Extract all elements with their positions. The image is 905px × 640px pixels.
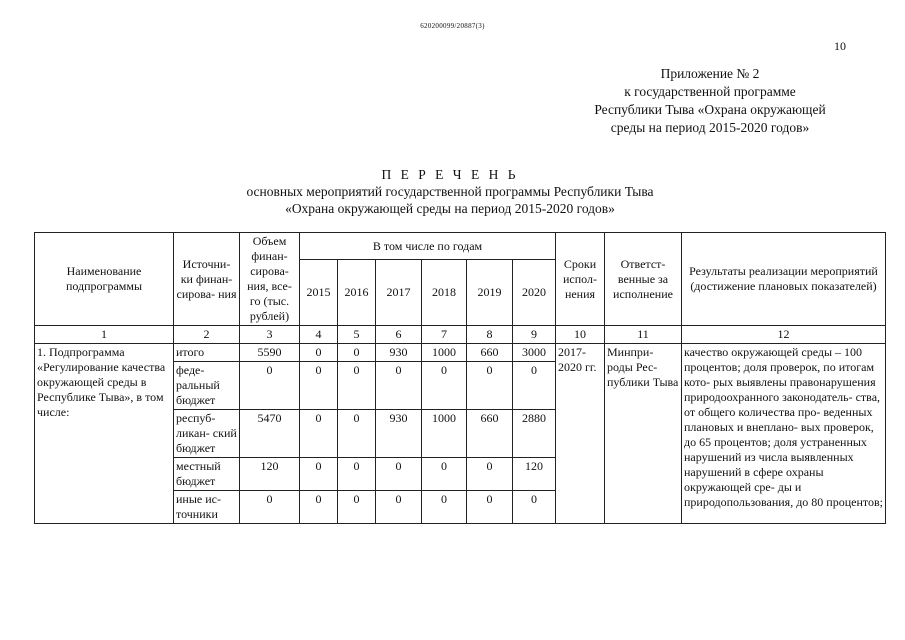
year-cell: 0: [338, 362, 376, 410]
year-cell: 0: [338, 344, 376, 362]
colnum-12: 12: [682, 326, 886, 344]
colnum-4: 4: [300, 326, 338, 344]
responsible-cell: Минпри- роды Рес- публики Тыва: [605, 344, 682, 524]
year-cell: 0: [467, 458, 513, 491]
year-cell: 1000: [422, 344, 467, 362]
total-cell: 0: [240, 362, 300, 410]
year-cell: 0: [338, 410, 376, 458]
header-volume: Объем финан- сирова- ния, все- го (тыс. рублей): [240, 233, 300, 326]
header-year-2017: 2017: [376, 260, 422, 326]
year-cell: 0: [467, 491, 513, 524]
year-cell: 0: [338, 458, 376, 491]
year-cell: 0: [300, 410, 338, 458]
year-cell: 1000: [422, 410, 467, 458]
source-cell: местный бюджет: [174, 458, 240, 491]
header-term: Сроки испол- нения: [556, 233, 605, 326]
header-year-2015: 2015: [300, 260, 338, 326]
header-row-1: [35, 233, 886, 260]
colnum-8: 8: [467, 326, 513, 344]
header-year-2016: 2016: [338, 260, 376, 326]
source-cell: респуб- ликан- ский бюджет: [174, 410, 240, 458]
year-cell: 0: [513, 362, 556, 410]
total-cell: 5470: [240, 410, 300, 458]
source-cell: итого: [174, 344, 240, 362]
year-cell: 0: [338, 491, 376, 524]
title-line-3: «Охрана окружающей среды на период 2015-2020 годов»: [285, 201, 615, 216]
year-cell: 3000: [513, 344, 556, 362]
year-cell: 0: [300, 491, 338, 524]
year-cell: 660: [467, 410, 513, 458]
header-subprogram: Наименование подпрограммы: [35, 233, 174, 326]
year-cell: 0: [300, 344, 338, 362]
year-cell: 0: [513, 491, 556, 524]
total-cell: 5590: [240, 344, 300, 362]
colnum-7: 7: [422, 326, 467, 344]
year-cell: 0: [422, 458, 467, 491]
header-results: Результаты реализации мероприятий (достижение плановых показателей): [682, 233, 886, 326]
subprogram-name: 1. Подпрограмма «Регулирование качества окружающей среды в Республике Тыва», в том числе:: [35, 344, 174, 524]
colnum-11: 11: [605, 326, 682, 344]
appendix-block: [540, 65, 880, 137]
header-year-2018: 2018: [422, 260, 467, 326]
colnum-2: 2: [174, 326, 240, 344]
appendix-line-1: Приложение № 2: [660, 66, 760, 81]
appendix-line-2: к государственной программе: [624, 84, 796, 99]
activities-table: [34, 232, 886, 524]
colnum-6: 6: [376, 326, 422, 344]
document-id: 620200099/20887(3): [420, 22, 485, 30]
table-row: [35, 344, 886, 362]
year-cell: 120: [513, 458, 556, 491]
source-cell: феде- ральный бюджет: [174, 362, 240, 410]
header-sources: Источни- ки финан- сирова- ния: [174, 233, 240, 326]
header-responsible: Ответст- венные за исполнение: [605, 233, 682, 326]
year-cell: 0: [422, 362, 467, 410]
source-cell: иные ис- точники: [174, 491, 240, 524]
results-cell: качество окружающей среды – 100 процентов; доля проверок, по итогам кото- рых выявлены правонарушения природоохранного законодатель- ства, от общего количества про- веденных плановых и внеплано- вых проверок, до 65 процентов; доля устраненных нарушений из числа выявленных нарушений в сфере охраны окружающей сре- ды и природопользования, до 80 процентов;: [682, 344, 886, 524]
colnum-9: 9: [513, 326, 556, 344]
year-cell: 0: [376, 458, 422, 491]
year-cell: 930: [376, 344, 422, 362]
page-number: 10: [834, 39, 846, 53]
colnum-1: 1: [35, 326, 174, 344]
header-year-2020: 2020: [513, 260, 556, 326]
year-cell: 930: [376, 410, 422, 458]
title-line-2: основных мероприятий государственной программы Республики Тыва: [246, 184, 654, 199]
colnum-10: 10: [556, 326, 605, 344]
year-cell: 0: [376, 362, 422, 410]
total-cell: 120: [240, 458, 300, 491]
year-cell: 0: [467, 362, 513, 410]
appendix-line-3: Республики Тыва «Охрана окружающей: [594, 102, 826, 117]
column-number-row: [35, 326, 886, 344]
year-cell: 0: [376, 491, 422, 524]
appendix-line-4: среды на период 2015-2020 годов»: [610, 120, 810, 135]
year-cell: 0: [300, 362, 338, 410]
colnum-3: 3: [240, 326, 300, 344]
colnum-5: 5: [338, 326, 376, 344]
year-cell: 0: [422, 491, 467, 524]
header-years-group: В том числе по годам: [300, 233, 556, 260]
year-cell: 2880: [513, 410, 556, 458]
term-cell: 2017- 2020 гг.: [556, 344, 605, 524]
document-title: [130, 166, 770, 217]
title-line-1: П Е Р Е Ч Е Н Ь: [381, 167, 519, 182]
total-cell: 0: [240, 491, 300, 524]
year-cell: 660: [467, 344, 513, 362]
year-cell: 0: [300, 458, 338, 491]
header-year-2019: 2019: [467, 260, 513, 326]
